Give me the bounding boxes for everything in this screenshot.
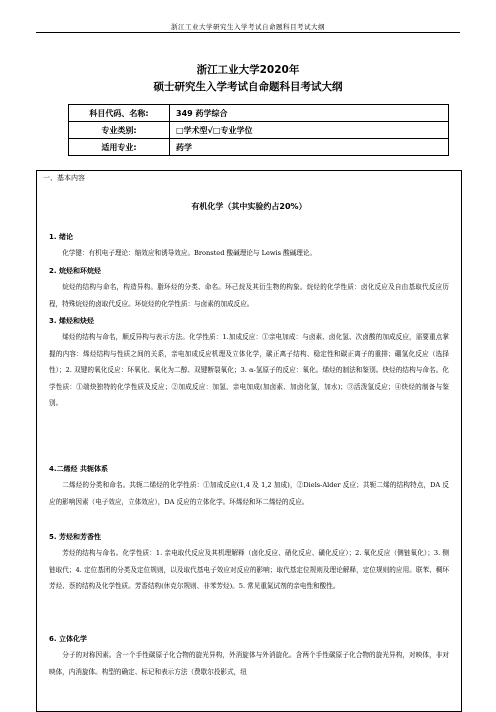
section-body-1: 化学键：有机电子理论：缩效应和诱导效应。Bronsted 酸碱理论与 Lewis 酸碱理论。 xyxy=(62,249,317,258)
section-3 xyxy=(49,313,449,411)
section-heading-5: 5. 芳烃和芳香性 xyxy=(49,533,101,541)
info-row-major xyxy=(69,139,449,156)
section-heading: 一、基本内容 xyxy=(43,174,85,182)
section-1 xyxy=(49,229,449,262)
section-heading-6: 6. 立体化学 xyxy=(49,635,87,643)
section-heading-2: 2. 烷烃和环烷烃 xyxy=(49,267,101,275)
section-6 xyxy=(49,631,449,680)
section-5 xyxy=(49,529,449,595)
subject-title: 有机化学（其中实验约占20%） xyxy=(191,202,307,211)
section-heading-4: 4.二烯烃 共轭体系 xyxy=(49,465,108,473)
header-rule xyxy=(36,32,460,33)
section-body-3: 烯烃的结构与命名，顺反异构与表示方法。化学性质：1.加成反应：①亲电加成：与卤素、卤化氢、次卤酸的加成反应，需要重点掌握的内容：烯烃结构与性质之间的关系，亲电加成反应机理及立体化学，碳正离子结构、稳定性和碳正离子的重排；硼氢化反应（选择性）；2. 双键的氧化反应：环氧化、氧化为二醇、双键断裂氧化；3. α-氢原子的反应：氧化。烯烃的制法和鉴别。炔烃的结构与命名。化学性质：①端炔独特的化学性质及反应；②加成反应：加氢、亲电加成(加卤素、加卤化氢，加水)；③活泼氢反应；④炔烃的制备与鉴别。 xyxy=(49,333,449,408)
info-row-code xyxy=(69,105,449,122)
info-label: 科目代码、名称: xyxy=(69,105,170,122)
doc-title-line1: 浙江工业大学2020年 xyxy=(196,64,300,76)
section-body-6: 分子的对称因素。含一个手性碳原子化合物的旋光异构，外消旋体与外消旋化。含两个手性碳原子化合物的旋光异构，对映体，非对映体，内消旋体。构型的确定、标记和表示方法（费歇尔投影式，纽 xyxy=(49,651,449,676)
doc-title-line2: 硕士研究生入学考试自命题科目考试大纲 xyxy=(153,81,343,93)
content-box xyxy=(36,170,462,712)
section-heading-1: 1. 绪论 xyxy=(49,233,73,241)
running-header: 浙江工业大学研究生入学考试自命题科目考试大纲 xyxy=(171,23,325,31)
section-body-5: 芳烃的结构与命名。化学性质：1. 亲电取代反应及其机理解释（卤化反应、硝化反应、磺化反应）；2. 氧化反应（侧链氧化）；3. 侧链取代；4. 定位基团的分类及定位规则，以及取代基电子效应对反应的影响；取代基定位规则及理论解释，定位规则的应用。联苯、稠环芳烃、萘的结构及化学性质。芳香结构(休克尔规则、非苯芳烃)。5. 常见重氮试剂的亲电性和酸性。 xyxy=(49,549,449,591)
info-value: 349 药学综合 xyxy=(170,105,449,122)
section-body-4: 二烯烃的分类和命名。共轭二烯烃的化学性质：①加成反应(1,4 及 1,2 加成)，②Diels-Alder 反应；共轭二烯的结构特点，DA 反应的影响因素（电子效应，立体效应），DA 反应的立体化学。环烯烃和环二烯烃的反应。 xyxy=(49,481,449,506)
section-heading-3: 3. 烯烃和炔烃 xyxy=(49,317,94,325)
info-row-category xyxy=(69,122,449,139)
info-value: □学术型√□专业学位 xyxy=(170,122,449,139)
section-2 xyxy=(49,263,449,312)
info-label: 专业类别: xyxy=(69,122,170,139)
info-value: 药学 xyxy=(170,139,449,156)
subject-info-table xyxy=(68,104,449,156)
section-4 xyxy=(49,461,449,510)
section-body-2: 烷烃的结构与命名，构造异构。脂环烃的分类、命名。环己烷及其衍生物的构象。烷烃的化学性质：卤化反应及自由基取代反应历程，特殊烷烃的卤取代反应。环烷烃的化学性质：与卤素的加成反应。 xyxy=(49,283,449,308)
info-label: 适用专业: xyxy=(69,139,170,156)
